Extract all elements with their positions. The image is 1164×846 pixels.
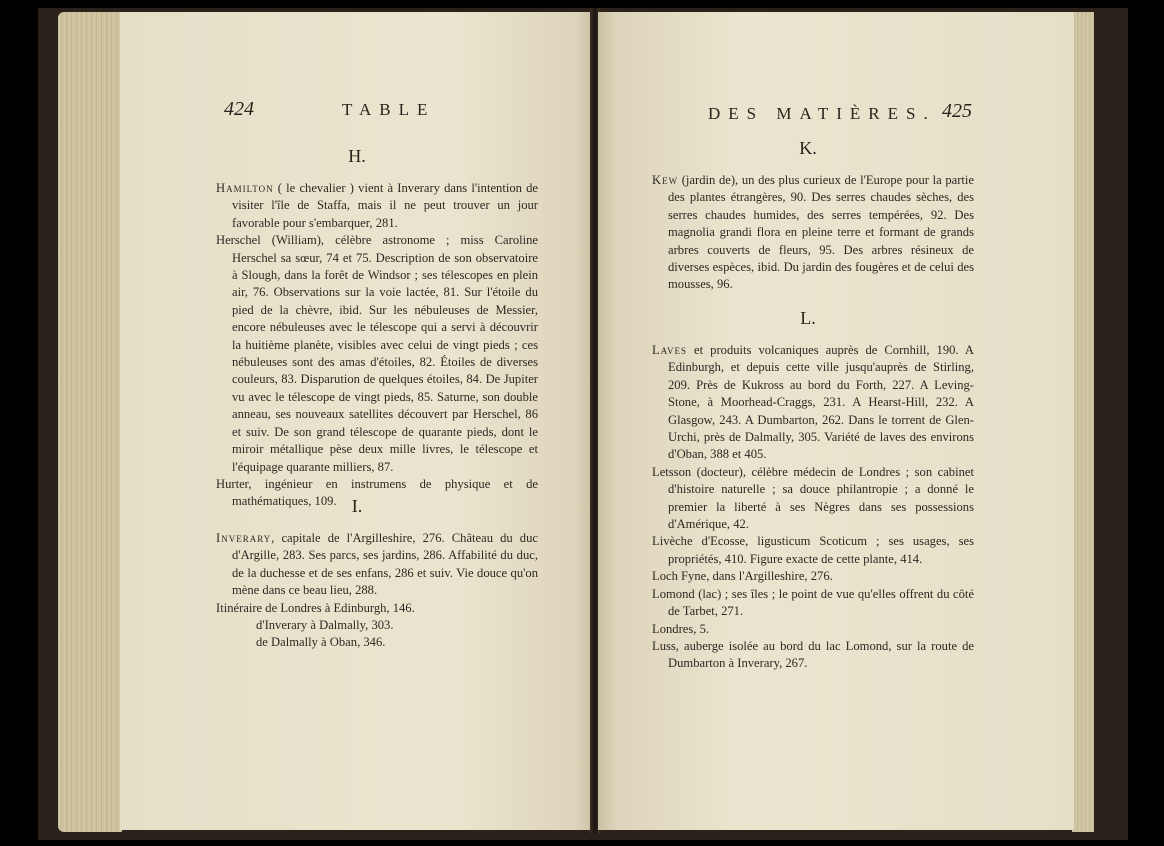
entry-text: Letsson (docteur), célèbre médecin de Londres ; son cabinet d'histoire naturelle ; sa douce philantropie ; a donné le premier la liberté à ses Nègres dans ses possessions d'Amérique, 42.	[652, 464, 974, 532]
index-entry	[652, 621, 974, 638]
entry-text: (jardin de), un des plus curieux de l'Europe pour la partie des plantes étrangères, 90. Des serres chaudes sèches, des serres chaudes humides, des serres tempérées, 92. Des magnolia grandi flora en pleine terre et formant de grands arbres couverts de fleurs, 95. Des arbres résineux de diverses espèces, ibid. Du jardin des fougères et de celui des mousses, 96.	[668, 173, 974, 292]
page-edges-right	[1072, 12, 1094, 832]
running-head-right: DES MATIÈRES.	[708, 104, 936, 123]
entry-text: Livèche d'Ecosse, ligusticum Scoticum ; ses usages, ses propriétés, 410. Figure exacte de cette plante, 414.	[652, 534, 974, 566]
entry-text: Luss, auberge isolée au bord du lac Lomond, sur la route de Dumbarton à Inverary, 267.	[652, 638, 974, 671]
right-page	[598, 12, 1074, 830]
entry-keyword: Hamilton	[216, 181, 274, 195]
section-letter-l: L.	[800, 308, 816, 328]
section-k-entries	[652, 172, 974, 294]
index-entry	[652, 586, 974, 621]
index-entry	[652, 464, 974, 534]
entry-text: Herschel (William), célèbre astronome ; miss Caroline Herschel sa sœur, 74 et 75. Description de son observatoire à Slough, dans la forêt de Windsor ; ses télescopes en plein air, 76. Observations sur la voie lactée, 81. Sur l'étoile du pied de la chèvre, ibid. Sur les nébuleuses de Messier, encore nébuleuses avec le télescope qui a servi à découvrir la huitième planète, visibles avec celui de vingt pieds ; ces nébuleuses sont des amas d'étoiles, 82. Étoiles de diverses couleurs, 83. Disparution de quelques étoiles, 84. De Jupiter vu avec le télescope de vingt pieds, 85. Saturne, son double anneau, ses nouveaux satellites découvert par Herschel, 86 et suiv. De son grand télescope de quarante pieds, dont le miroir métallique pèse deux mille livres, le télescope et l'équipage quarante milliers, 87.	[216, 233, 538, 474]
entry-keyword: Inverary	[216, 531, 272, 545]
index-subline: de Dalmally à Oban, 346.	[256, 635, 386, 650]
entry-text: Lomond (lac) ; ses îles ; le point de vue qu'elles offrent du côté de Tarbet, 271.	[652, 586, 974, 619]
entry-text: ( le chevalier ) vient à Inverary dans l'intention de visiter l'île de Staffa, mais il ne peut trouver un jour favorable pour s'embarquer, 281.	[232, 181, 538, 230]
section-l-entries	[652, 342, 974, 673]
index-entry	[216, 232, 538, 476]
entry-text: , capitale de l'Argilleshire, 276. Château du duc d'Argille, 283. Ses parcs, ses jardins, 286. Affabilité du duc, de la duchesse et de ses enfans, 286 et suiv. Vie douce qu'on mène dans ce beau lieu, 288.	[232, 531, 538, 598]
left-page	[120, 12, 594, 830]
index-entry	[652, 568, 974, 585]
index-entry	[652, 638, 974, 673]
section-i-entries	[216, 530, 538, 652]
index-entry	[652, 172, 974, 294]
index-entry	[652, 342, 974, 464]
index-entry	[652, 533, 974, 568]
entry-keyword: Kew	[652, 173, 679, 187]
entry-keyword: Laves	[652, 343, 688, 357]
section-letter-i: I.	[351, 496, 363, 516]
page-number-left: 424	[224, 98, 254, 120]
page-edges-left	[58, 12, 122, 832]
index-entry	[216, 530, 538, 600]
section-h-entries	[216, 180, 538, 511]
index-subline: d'Inverary à Dalmally, 303.	[256, 618, 394, 633]
index-entry	[216, 600, 538, 617]
entry-text: Hurter, ingénieur en instrumens de physique et de mathématiques, 109.	[216, 476, 538, 509]
entry-text: Loch Fyne, dans l'Argilleshire, 276.	[652, 569, 833, 584]
section-letter-k: K.	[799, 138, 817, 158]
section-letter-h: H.	[348, 146, 366, 166]
entry-text: Itinéraire de Londres à Edinburgh, 146.	[216, 600, 415, 615]
index-entry	[216, 180, 538, 232]
page-number-right: 425	[942, 100, 972, 122]
entry-text: et produits volcaniques auprès de Cornhill, 190. A Edinburgh, et depuis cette ville jusqu'auprès de Stirling, 209. Près de Kukross au bord du Forth, 227. A Leving-Stone, à Moorhead-Craggs, 231. A Hearst-Hill, 232. A Glasgow, 243. A Dumbarton, 262. Dans le torrent de Glen-Urchi, près de Dalmally, 305. Variété de laves des environs d'Oban, 388 et 405.	[668, 343, 974, 462]
running-head-left: TABLE	[342, 100, 436, 119]
entry-text: Londres, 5.	[652, 621, 710, 636]
